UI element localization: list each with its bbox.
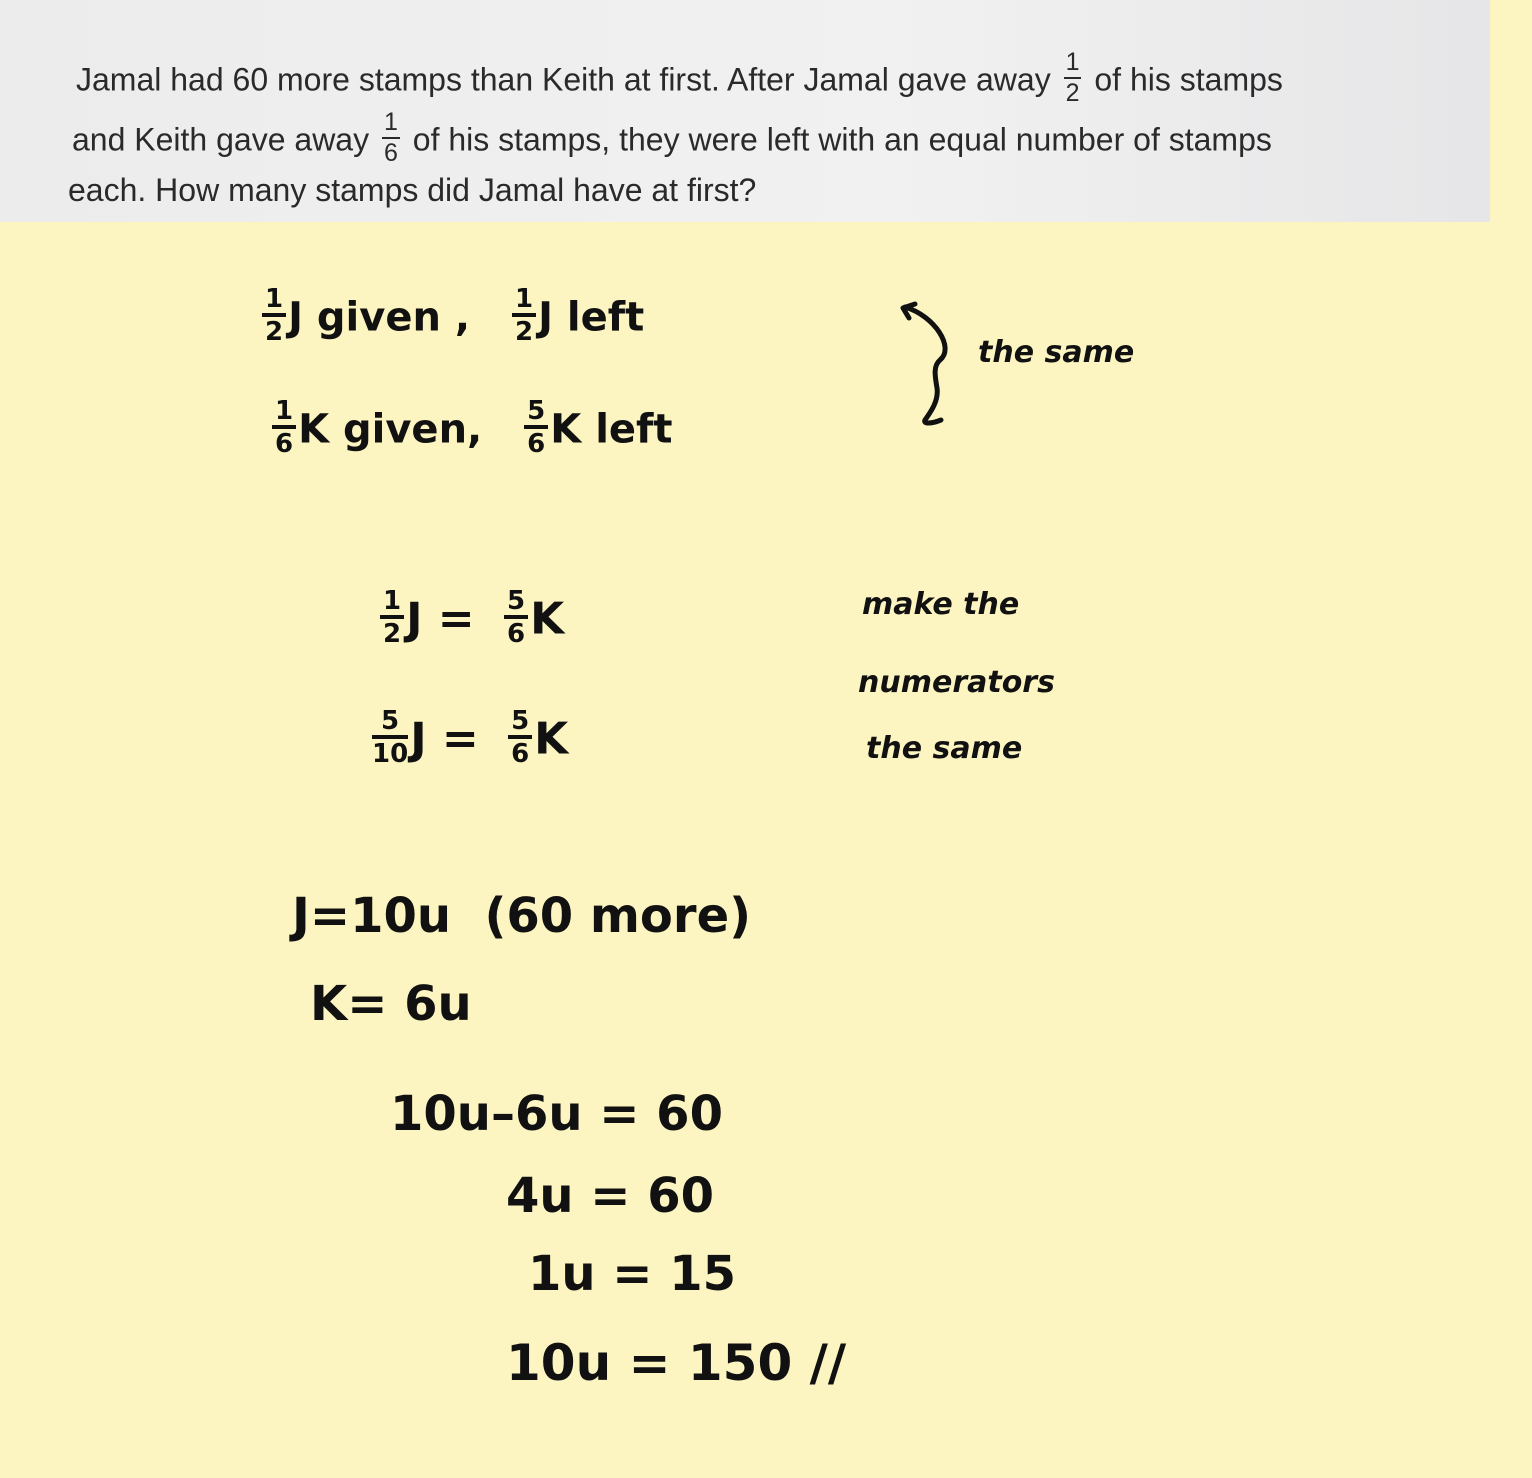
fraction-numerator: 1: [512, 286, 536, 317]
fraction: [380, 588, 404, 647]
problem-line-1-end: of his stamps: [1094, 61, 1283, 98]
fraction-denominator: 6: [527, 429, 546, 459]
fraction-numerator: 1: [380, 588, 404, 619]
fraction-numerator: 5: [504, 588, 528, 619]
unit-line-jamal: J=10u (60 more): [292, 888, 752, 944]
fraction-numerator: 1: [1064, 50, 1082, 79]
row-text: K given,: [298, 406, 483, 453]
given-left-row-keith: [272, 396, 673, 461]
fraction-denominator: 2: [383, 619, 402, 649]
row-text: J given ,: [288, 294, 471, 341]
fraction: [262, 286, 286, 345]
fraction-denominator: 10: [372, 739, 409, 769]
problem-statement: [0, 0, 1490, 222]
fraction: [272, 398, 296, 457]
equation-middle: J =: [406, 593, 475, 645]
side-note-line-3: the same: [866, 731, 1023, 766]
problem-line-2: [72, 108, 1272, 170]
equation-middle: J =: [410, 713, 479, 765]
fraction-numerator: 5: [508, 708, 532, 739]
step-3: 1u = 15: [528, 1246, 737, 1302]
fraction: [508, 708, 532, 767]
problem-line-3: each. How many stamps did Jamal have at first?: [68, 172, 757, 208]
fraction-numerator: 1: [272, 398, 296, 429]
side-note-line-2: numerators: [858, 665, 1055, 700]
fraction-denominator: 2: [1065, 79, 1080, 107]
row-text: J left: [538, 294, 645, 341]
unit-line-keith: K= 6u: [310, 976, 472, 1032]
step-4-answer: 10u = 150 //: [506, 1334, 847, 1392]
fraction-denominator: 2: [265, 317, 284, 347]
brace-note: the same: [978, 335, 1135, 370]
step-1: 10u–6u = 60: [390, 1086, 723, 1142]
fraction-numerator: 5: [524, 398, 548, 429]
step-2: 4u = 60: [506, 1168, 715, 1224]
fraction: [524, 398, 548, 457]
fraction: [512, 286, 536, 345]
given-left-row-jamal: [262, 284, 645, 349]
fraction-denominator: 6: [383, 139, 398, 167]
side-note-line-1: make the: [862, 587, 1020, 622]
fraction-one-half: [1064, 50, 1082, 106]
fraction-numerator: 1: [262, 286, 286, 317]
fraction-denominator: 6: [511, 739, 530, 769]
problem-line-2-end: of his stamps, they were left with an equal number of stamps: [412, 121, 1272, 158]
fraction-numerator: 5: [372, 708, 408, 739]
fraction: [504, 588, 528, 647]
equation-end: K: [534, 713, 569, 765]
fraction-denominator: 2: [514, 317, 534, 347]
fraction: [372, 708, 408, 767]
curly-brace-icon: [895, 298, 965, 428]
fraction-denominator: 6: [275, 429, 294, 459]
problem-line-2-start: and Keith gave away: [72, 121, 370, 158]
problem-line-1: [76, 48, 1283, 110]
equation-1: [380, 586, 565, 651]
equation-end: K: [530, 593, 565, 645]
problem-line-1-start: Jamal had 60 more stamps than Keith at first. After Jamal gave away: [76, 61, 1051, 98]
fraction-one-sixth: [382, 110, 400, 166]
fraction-numerator: 1: [382, 110, 400, 139]
equation-2: [372, 706, 569, 771]
fraction-denominator: 6: [506, 619, 526, 649]
row-text: K left: [550, 406, 673, 453]
